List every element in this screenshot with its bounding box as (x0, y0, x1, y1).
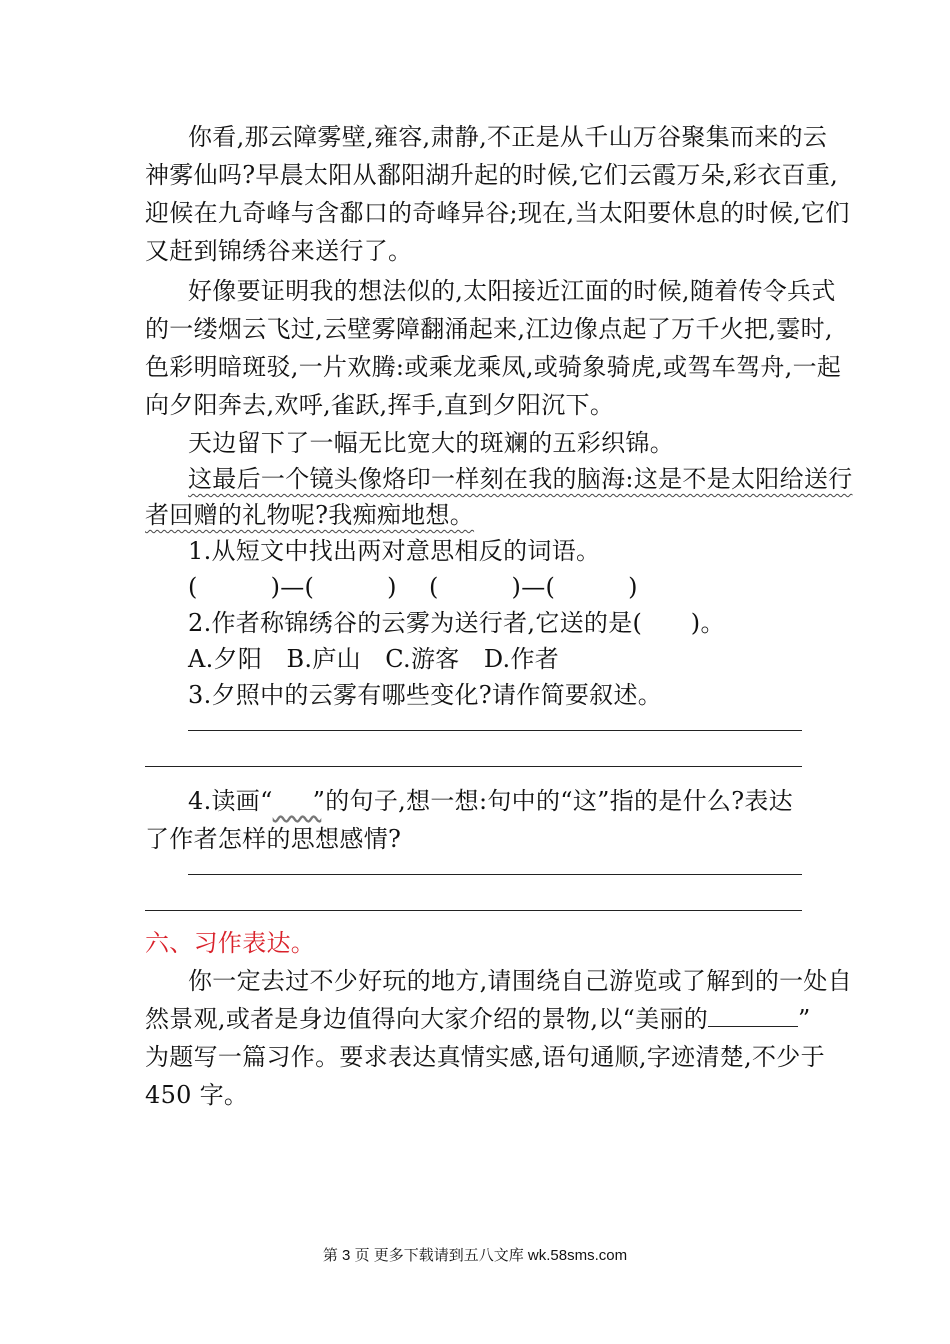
passage-line: 迎候在九奇峰与含鄱口的奇峰异谷;现在,当太阳要休息的时候,它们 (145, 199, 850, 227)
passage-line: 你看,那云障雾壁,雍容,肃静,不正是从千山万谷聚集而来的云 (188, 123, 828, 151)
wavy-mark-sample (273, 782, 313, 821)
question-2: 2.作者称锦绣谷的云雾为送行者,它送的是( )。 (188, 609, 725, 637)
question-4 (188, 782, 848, 821)
passage-line: 好像要证明我的想法似的,太阳接近江面的时候,随着传令兵式 (188, 277, 836, 305)
question-4-line2: 了作者怎样的思想感情? (145, 825, 402, 853)
answer-line[interactable] (188, 874, 802, 875)
title-blank[interactable] (708, 1006, 798, 1027)
section-text-line (145, 1000, 811, 1038)
answer-line[interactable] (145, 910, 802, 911)
question-4-start: 4.读画“ (188, 787, 273, 815)
passage-line-underlined (188, 460, 853, 498)
answer-line[interactable] (145, 766, 802, 767)
section-text-line: 你一定去过不少好玩的地方,请围绕自己游览或了解到的一处自 (188, 967, 853, 995)
section-text: 然景观,或者是身边值得向大家介绍的景物,以“美丽的 (145, 1005, 709, 1033)
passage-line: 色彩明暗斑驳,一片欢腾:或乘龙乘凤,或骑象骑虎,或驾车驾舟,一起 (145, 353, 842, 381)
passage-line: 天边留下了一幅无比宽大的斑斓的五彩织锦。 (188, 429, 674, 457)
question-1: 1.从短文中找出两对意思相反的词语。 (188, 537, 601, 565)
section-text-quote: ” (798, 1005, 811, 1033)
page-footer: 第 3 页 更多下载请到五八文库 wk.58sms.com (322, 1247, 628, 1264)
question-2-options: A.夕阳 B.庐山 C.游客 D.作者 (188, 645, 560, 673)
passage-line: 向夕阳奔去,欢呼,雀跃,挥手,直到夕阳沉下。 (145, 391, 615, 419)
section-heading: 六、习作表达。 (145, 929, 316, 957)
passage-line: 神雾仙吗?早晨太阳从鄱阳湖升起的时候,它们云霞万朵,彩衣百重, (145, 161, 839, 189)
wavy-underlined-text: 这最后一个镜头像烙印一样刻在我的脑海:这是不是太阳给送行 (188, 465, 853, 493)
passage-line-underlined (145, 496, 805, 534)
answer-line[interactable] (188, 730, 802, 731)
question-1-blanks[interactable]: ( )—( ) ( )—( ) (188, 573, 638, 601)
question-4-end: ”的句子,想一想:句中的“这”指的是什么?表达 (312, 787, 793, 815)
section-text-line: 为题写一篇习作。要求表达真情实感,语句通顺,字迹清楚,不少于 (145, 1043, 825, 1071)
passage-line: 的一缕烟云飞过,云壁雾障翻涌起来,江边像点起了万千火把,霎时, (145, 315, 833, 343)
passage-line: 又赶到锦绣谷来送行了。 (145, 237, 413, 265)
wavy-underlined-text: 者回赠的礼物呢?我痴痴地想。 (145, 501, 475, 529)
question-3: 3.夕照中的云雾有哪些变化?请作简要叙述。 (188, 681, 663, 709)
section-text-line: 450 字。 (145, 1081, 249, 1109)
